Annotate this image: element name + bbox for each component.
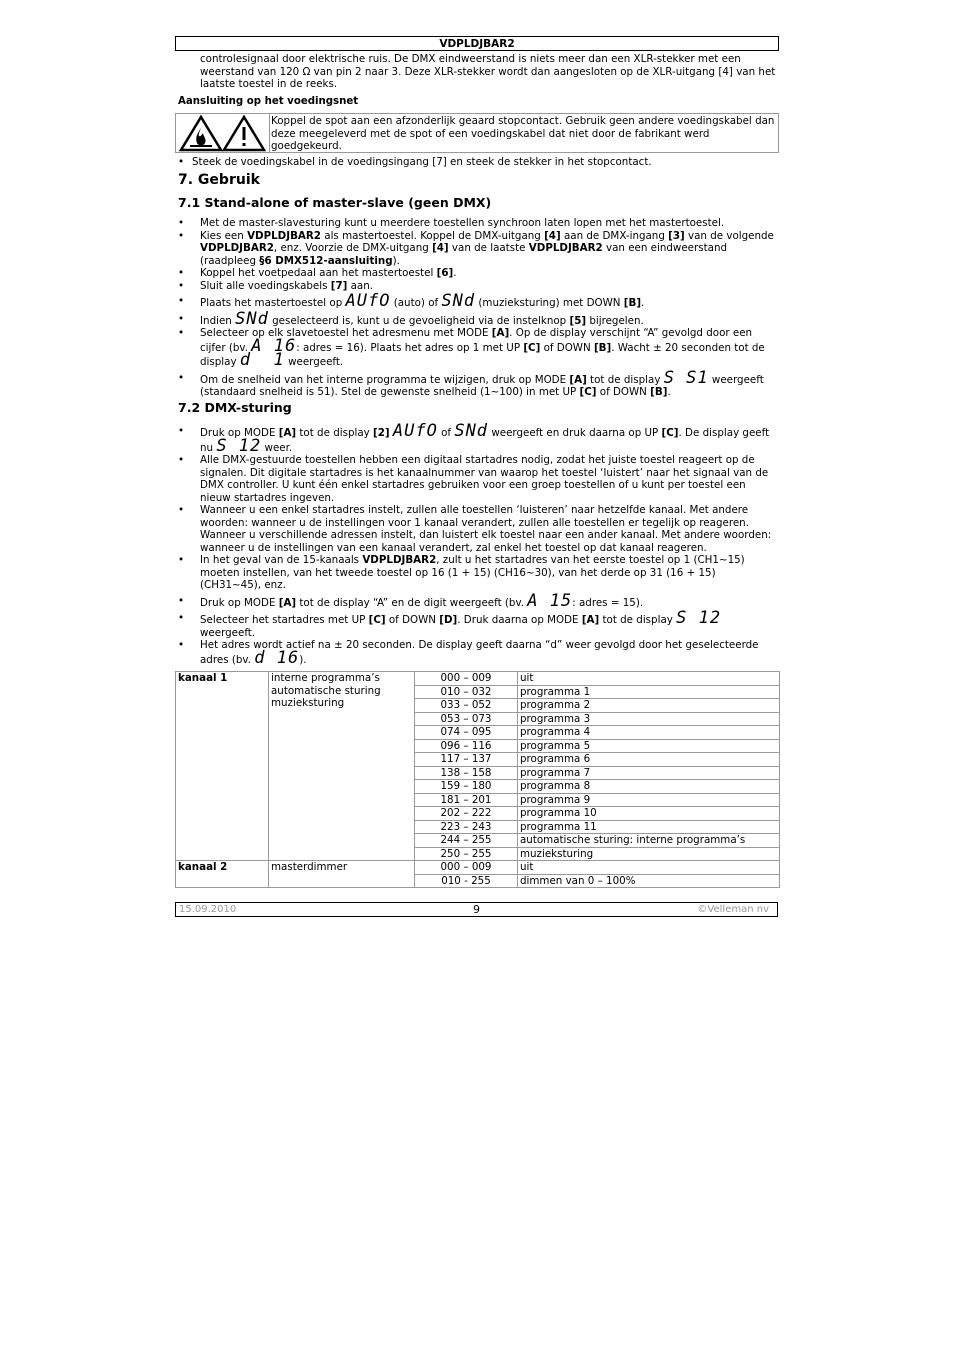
document-header: [175, 36, 779, 51]
function-cell: programma 5: [518, 739, 780, 753]
function-cell: programma 7: [518, 766, 780, 780]
function-cell: programma 9: [518, 793, 780, 807]
segment-display-s12: S 12: [216, 435, 262, 456]
list-item: • Selecteer het startadres met UP [C] of DOWN [D]. Druk daarna op MODE [A] tot de display S 12 weergeeft.: [178, 612, 778, 639]
section-title: 7. Gebruik: [178, 172, 260, 188]
subsection-title-7-1: 7.1 Stand-alone of master-slave (geen DMX): [178, 195, 492, 210]
list-item: • Indien SNd geselecteerd is, kunt u de gevoeligheid via de instelknop [5] bijregelen.: [178, 313, 778, 328]
warning-box: [175, 113, 779, 153]
list-item: • Plaats het mastertoestel op AUfO (auto) of SNd (muzieksturing) met DOWN [B].: [178, 295, 778, 310]
channel-name: kanaal 1: [178, 672, 228, 684]
list-item: • Kies een VDPLDJBAR2 als mastertoestel. Koppel de DMX-uitgang [4] aan de DMX-ingang [3] van de volgende VDPLDJBAR2, enz. Voorzie de DMX-uitgang [4] van de laatste VDPLDJBAR2 van een eindweerstand (raadpleeg §6 DMX512-aansluiting).: [178, 230, 778, 268]
list-item: • Sluit alle voedingskabels [7] aan.: [178, 280, 778, 293]
channel-cell: [176, 861, 269, 888]
function-cell: programma 11: [518, 820, 780, 834]
list-item: • Alle DMX-gestuurde toestellen hebben een digitaal startadres nodig, zodat het juiste toestel reageert op de signalen. Dit digitale startadres is het kanaalnummer van waarop het toestel ‘luistert’ naar het signaal van de DMX controller. U kunt één enkel startadres gebruiken voor een groep toestellen of u kunt per toestel een nieuw startadres ingeven.: [178, 454, 778, 504]
range-cell: 244 – 255: [415, 834, 518, 848]
range-cell: 010 - 255: [415, 874, 518, 888]
function-cell: programma 2: [518, 699, 780, 713]
function-cell: programma 4: [518, 726, 780, 740]
page-number: 9: [473, 903, 480, 916]
range-cell: 074 – 095: [415, 726, 518, 740]
channel-cell: [176, 672, 269, 861]
range-cell: 202 – 222: [415, 807, 518, 821]
channel-desc: automatische sturing: [271, 684, 381, 697]
range-cell: 000 – 009: [415, 861, 518, 875]
segment-display-snd: SNd: [454, 421, 489, 441]
list-7-1: [178, 217, 778, 399]
channel-desc: masterdimmer: [269, 861, 415, 888]
channel-desc: interne programma’s: [271, 672, 380, 684]
function-cell: muzieksturing: [518, 847, 780, 861]
range-cell: 000 – 009: [415, 672, 518, 686]
list-item: • Druk op MODE [A] tot de display “A” en de digit weergeeft (bv. A 15: adres = 15).: [178, 595, 778, 610]
range-cell: 033 – 052: [415, 699, 518, 713]
segment-display-auto: AUfO: [392, 421, 438, 441]
list-item: • Het adres wordt actief na ± 20 seconden. De display geeft daarna “d” weer gevolgd door het geselecteerde adres (bv. d 16).: [178, 639, 778, 666]
function-cell: programma 10: [518, 807, 780, 821]
range-cell: 159 – 180: [415, 780, 518, 794]
footer-copyright: ©Velleman nv: [697, 904, 769, 915]
range-cell: 223 – 243: [415, 820, 518, 834]
warning-icons: [176, 114, 270, 152]
table-row: [176, 861, 780, 875]
power-bullet: [178, 156, 778, 169]
segment-display-a16: A 16: [251, 335, 297, 356]
range-cell: 138 – 158: [415, 766, 518, 780]
power-heading: Aansluiting op het voedingsnet: [178, 96, 359, 107]
list-item: • Om de snelheid van het interne programma te wijzigen, druk op MODE [A] tot de display S S1 weergeeft (standaard snelheid is 51). Stel de gewenste snelheid (1~100) in met UP [C] of DOWN [B].: [178, 372, 778, 399]
list-item: • Selecteer op elk slavetoestel het adresmenu met MODE [A]. Op de display verschijnt “A” gevolgd door een cijfer (bv. A 16: adres = 16). Plaats het adres op 1 met UP [C] of DOWN [B]. Wacht ± 20 seconden tot de display d 1 weergeeft.: [178, 327, 778, 369]
list-item: • Koppel het voetpedaal aan het mastertoestel [6].: [178, 267, 778, 280]
function-cell: uit: [518, 861, 780, 875]
list-item: • Met de master-slavesturing kunt u meerdere toestellen synchroon laten lopen met het mastertoestel.: [178, 217, 778, 230]
segment-display-s51: S S1: [663, 367, 709, 388]
segment-display-auto: AUfO: [345, 291, 391, 311]
subsection-title-7-2: 7.2 DMX-sturing: [178, 400, 292, 415]
function-cell: programma 6: [518, 753, 780, 767]
footer-date: 15.09.2010: [179, 904, 237, 915]
function-cell: programma 8: [518, 780, 780, 794]
segment-display-d1: d 1: [239, 350, 285, 370]
range-cell: 010 – 032: [415, 685, 518, 699]
segment-display-a15: A 15: [527, 590, 573, 611]
range-cell: 096 – 116: [415, 739, 518, 753]
segment-display-snd: SNd: [235, 308, 269, 329]
fire-hazard-icon: [181, 117, 221, 150]
segment-display-s12: S 12: [676, 608, 722, 628]
range-cell: 053 – 073: [415, 712, 518, 726]
function-cell: automatische sturing: interne programma’s: [518, 834, 780, 848]
range-cell: 117 – 137: [415, 753, 518, 767]
list-item: • Wanneer u een enkel startadres instelt, zullen alle toestellen ‘luisteren’ naar hetzelfde kanaal. Met andere woorden: wanneer u de instellingen voor 1 kanaal verandert, zullen alle toestellen er tegelijk op reageren. Wanneer u verschillende adressen instelt, dan luistert elk toestel naar een ander kanaal. Met andere woorden: wanneer u de instellingen van een kanaal verandert, zal enkel het toestel op dat kanaal reageren.: [178, 504, 778, 554]
list-7-2: [178, 421, 778, 668]
list-item: • Steek de voedingskabel in de voedingsingang [7] en steek de stekker in het stopcontact.: [178, 156, 778, 169]
function-cell: dimmen van 0 – 100%: [518, 874, 780, 888]
page-footer: [175, 902, 778, 917]
table-row: [176, 672, 780, 686]
dmx-channel-table: [175, 671, 780, 888]
warning-icon: [224, 117, 264, 150]
function-cell: uit: [518, 672, 780, 686]
channel-desc: muzieksturing: [271, 697, 345, 709]
range-cell: 181 – 201: [415, 793, 518, 807]
segment-display-snd: SNd: [441, 291, 476, 311]
channel-desc-cell: [269, 672, 415, 861]
list-item: • Druk op MODE [A] tot de display [2] AUfO of SNd weergeeft en druk daarna op UP [C]. De display geeft nu S 12 weer.: [178, 425, 778, 454]
function-cell: programma 3: [518, 712, 780, 726]
intro-paragraph: controlesignaal door elektrische ruis. De DMX eindweerstand is niets meer dan een XLR-stekker met een weerstand van 120 Ω van pin 2 naar 3. Deze XLR-stekker wordt dan aangesloten op de XLR-uitgang [4] van het laatste toestel in de reeks.: [200, 53, 776, 90]
segment-display-d16: d 16: [254, 647, 300, 668]
document-title: VDPLDJBAR2: [439, 38, 515, 50]
channel-name: kanaal 2: [178, 861, 228, 873]
list-item: • In het geval van de 15-kanaals VDPLDJBAR2, zult u het startadres van het eerste toestel op 1 (CH1~15) moeten instellen, van het tweede toestel op 16 (1 + 15) (CH16~30), van het derde op 31 (16 + 15) (CH31~45), enz.: [178, 554, 778, 592]
range-cell: 250 – 255: [415, 847, 518, 861]
warning-text: Koppel de spot aan een afzonderlijk geaard stopcontact. Gebruik geen andere voedingskabel dan deze meegeleverd met de spot of een voedingskabel dat niet door de fabrikant werd goedgekeurd.: [271, 115, 775, 152]
function-cell: programma 1: [518, 685, 780, 699]
